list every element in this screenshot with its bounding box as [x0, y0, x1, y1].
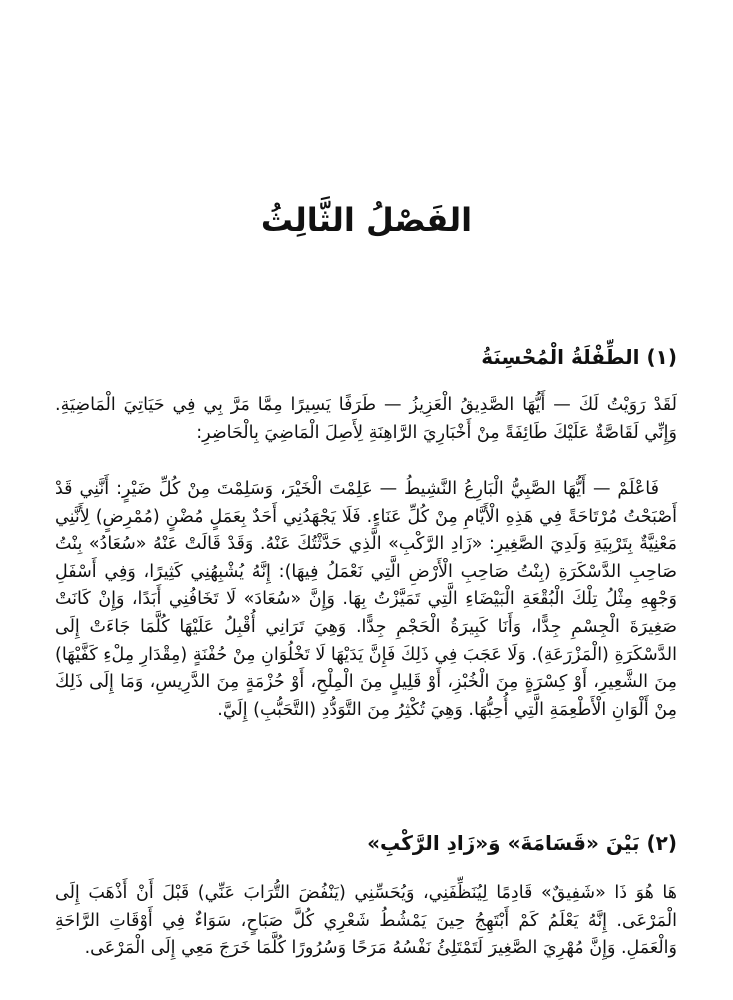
- section-number: (٢): [646, 831, 677, 855]
- chapter-title: الفَصْلُ الثَّالِثُ: [260, 201, 473, 239]
- paragraph-body: فَاعْلَمْ — أَيُّهَا الصَّبِيُّ الْبَارِعُ النَّشِيطُ — عَلِمْتَ الْخَيْرَ، وَسَلِمْتَ مِنْ كُلِّ ضَيْرٍ: أَنَّنِي قَدْ أَصْبَحْتُ مُرْتَاحَةً فِي هَذِهِ الْأَيَّامِ مِنْ كُلِّ عَنَاءٍ. فَلَا يَجْهَدُنِي أَحَدٌ بِعَمَلٍ مُضْنٍ (مُمْرِضٍ) لِأَنَّنِي مَعْنِيَّةٌ بِتَرْبِيَةِ وَلَدِيَ الصَّغِيرِ: «زَادِ الرَّكْبِ» الَّذِي حَدَّثْتُكَ عَنْهُ. وَقَدْ قَالَتْ عَنْهُ «سُعَادُ» بِنْتُ صَاحِبِ الدَّسْكَرَةِ (بِنْتُ صَاحِبِ الْأَرْضِ الَّتِي نَعْمَلُ فِيهَا): إِنَّهُ يُشْبِهُنِي كَثِيرًا، وَفِي أَسْفَلِ وَجْهِهِ مِثْلُ تِلْكَ الْبُقْعَةِ الْبَيْضَاءِ الَّتِي تَمَيَّزْتُ بِهَا. وَإِنَّ «سُعَادَ» لَا تَخَافُنِي أَبَدًا، وَإِنْ كَانَتْ صَغِيرَةَ الْجِسْمِ جِدًّا، وَأَنَا كَبِيرَةُ الْحَجْمِ جِدًّا. وَهِيَ تَرَانِي أُقْبِلُ عَلَيْهَا كُلَّمَا جَاءَتْ إِلَى الدَّسْكَرَةِ (الْمَزْرَعَةِ). وَلَا عَجَبَ فِي ذَلِكَ فَإِنَّ يَدَيْهَا لَا تَخْلُوَانِ مِنْ حُفْنَةٍ (مِقْدَارِ مِلْءِ كَفَّيْهَا) مِنَ الشَّعِيرِ، أَوْ كِسْرَةٍ مِنَ الْخُبْزِ، أَوْ قَلِيلٍ مِنَ الْمِلْحِ، أَوْ حُزْمَةٍ مِنَ الدَّرِيسِ، وَمَا إِلَى ذَلِكَ مِنْ أَلْوَانِ الْأَطْعِمَةِ الَّتِي أُحِبُّهَا. وَهِيَ تُكْثِرُ مِنَ التَّوَدُّدِ (التَّحَبُّبِ) إِلَيَّ.: [55, 479, 677, 720]
- paragraph-section-2: هَا هُوَ ذَا «شَفِيقٌ» قَادِمًا لِيُنَظِّفَنِي، وَيُحَسِّنِي (يَنْفُضَ التُّرَابَ عَنِّي) قَبْلَ أَنْ أَذْهَبَ إِلَى الْمَرْعَى. إِنَّهُ يَعْلَمُ كَمْ أَبْتَهِجُ حِينَ يَمْشُطُ شَعْرِي كُلَّ صَبَاحٍ، سَوَاءٌ فِي أَوْقَاتِ الرَّاحَةِ وَالْعَمَلِ. وَإِنَّ مُهْرِيَ الصَّغِيرَ لَتَمْتَلِئُ نَفْسُهُ مَرَحًا وَسُرُورًا كُلَّمَا خَرَجَ مَعِي إِلَى الْمَرْعَى.: [55, 883, 677, 959]
- section-title: بَيْنَ «قَسَامَةَ» وَ«زَادِ الرَّكْبِ»: [367, 831, 640, 855]
- section-title: الطِّفْلَةُ الْمُحْسِنَةُ: [481, 345, 640, 369]
- section-number: (١): [646, 345, 677, 369]
- section-heading-1: [55, 341, 677, 373]
- section-heading-2: [55, 827, 677, 859]
- paragraph-intro: لَقَدْ رَوَيْتُ لَكَ — أَيُّهَا الصَّدِيقُ الْعَزِيزُ — طَرَفًا يَسِيرًا مِمَّا مَرَّ بِي فِي حَيَاتِيَ الْمَاضِيَةِ. وَإِنِّي لَقَاصَّةٌ عَلَيْكَ طَائِفَةً مِنْ أَخْبَارِيَ الرَّاهِنَةِ لِأَصِلَ الْمَاضِيَ بِالْحَاضِرِ:: [55, 395, 677, 443]
